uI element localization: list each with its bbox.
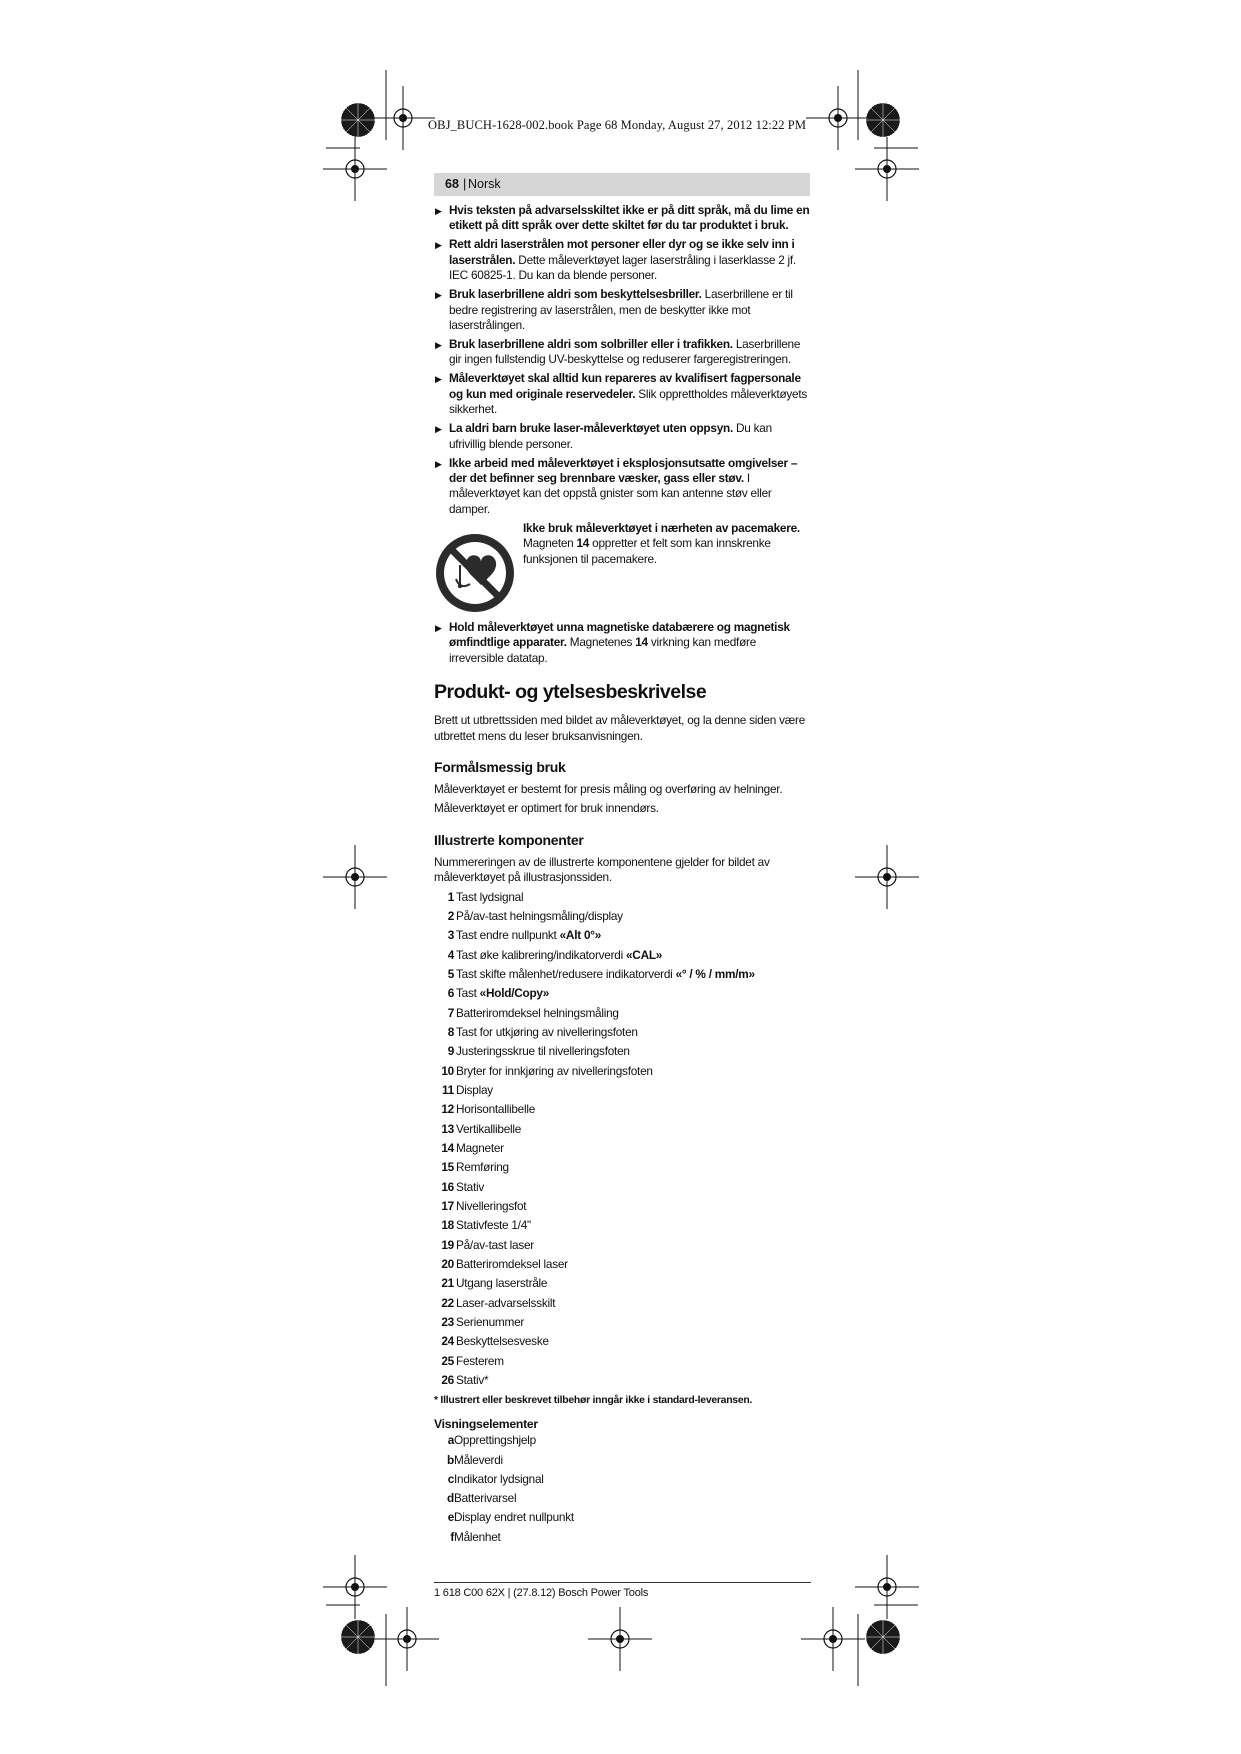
- component-item: [434, 1334, 811, 1353]
- component-label: [456, 1238, 534, 1253]
- component-item: [434, 1141, 811, 1160]
- component-item: [434, 1006, 811, 1025]
- component-label: [456, 1276, 547, 1291]
- warning-item: [434, 421, 811, 452]
- component-number: 17: [441, 1199, 454, 1214]
- warning-bold: Måleverktøyet skal alltid kun repareres av kvalifisert fagpersonale og kun med originale reservedeler.: [449, 371, 801, 401]
- component-number: 16: [441, 1179, 454, 1194]
- component-label-key: «Alt 0°»: [559, 928, 602, 943]
- warning-bold: Bruk laserbrillene aldri som solbriller eller i trafikken.: [449, 337, 733, 352]
- magnet-text: virkning kan medføre irreversible datatap.: [449, 635, 757, 665]
- component-label-text: På/av-tast laser: [456, 1237, 534, 1252]
- component-label-key: «Hold/Copy»: [479, 986, 550, 1001]
- component-label: [456, 1064, 653, 1079]
- component-label-text: Tast: [456, 986, 480, 1001]
- display-elements-list: [434, 1433, 811, 1549]
- component-number: 12: [441, 1102, 454, 1117]
- intended-use-title: Formålsmessig bruk: [434, 758, 566, 775]
- component-label-text: Stativfeste 1/4": [456, 1218, 531, 1233]
- pacemaker-bold: Ikke bruk måleverktøyet i nærheten av pacemakere.: [523, 520, 800, 535]
- bullet-triangle-icon: ▶: [435, 424, 442, 435]
- component-label: [456, 1315, 524, 1330]
- warning-item: [434, 203, 811, 234]
- component-label: [456, 928, 601, 943]
- component-item: [434, 1296, 811, 1315]
- component-item: [434, 909, 811, 928]
- footer: 1 618 C00 62X | (27.8.12) Bosch Power Tools: [434, 1587, 649, 1599]
- component-label: [456, 890, 523, 905]
- component-label: [456, 1122, 521, 1137]
- component-number: 20: [441, 1257, 454, 1272]
- bullet-triangle-icon: ▶: [435, 206, 442, 216]
- component-label-text: Horisontallibelle: [456, 1102, 536, 1117]
- component-item: [434, 1257, 811, 1276]
- display-element-letter: a: [447, 1433, 454, 1448]
- component-number: 19: [441, 1237, 454, 1252]
- component-label: [456, 1373, 488, 1388]
- display-elements-title: Visningselementer: [434, 1416, 538, 1431]
- component-label: [456, 1296, 555, 1311]
- warning-bold: Bruk laserbrillene aldri som beskyttelsesbriller.: [449, 287, 702, 302]
- component-item: [434, 1276, 811, 1295]
- components-intro: Nummereringen av de illustrerte komponentene gjelder for bildet av måleverktøyet på illustrasjonssiden.: [434, 854, 770, 885]
- component-label-text: Stativ*: [456, 1373, 489, 1388]
- bullet-triangle-icon: ▶: [435, 240, 442, 251]
- display-element-item: [434, 1491, 811, 1510]
- component-number: 5: [447, 966, 454, 981]
- pacemaker-prohibited-icon: [434, 532, 516, 614]
- component-label: [456, 967, 755, 982]
- warning-item: [434, 237, 811, 283]
- section-intro: Brett ut utbrettssiden med bildet av måleverktøyet, og la denne siden være utbrettet mens du leser bruksanvisningen.: [434, 713, 805, 743]
- component-label: [456, 1006, 619, 1021]
- page-header: [434, 173, 810, 196]
- bullet-triangle-icon: ▶: [435, 458, 442, 469]
- component-number: 7: [447, 1005, 454, 1020]
- display-element-letter: d: [447, 1491, 454, 1506]
- component-label: [456, 1102, 535, 1117]
- component-label: [456, 1334, 549, 1349]
- component-item: [434, 1199, 811, 1218]
- component-number: 14: [441, 1141, 454, 1155]
- component-label: [456, 1199, 526, 1214]
- component-label-key: «CAL»: [626, 947, 663, 962]
- component-item: [434, 1238, 811, 1257]
- component-label: [456, 909, 623, 924]
- display-element-item: [434, 1530, 811, 1549]
- component-label: [456, 1180, 484, 1195]
- warning-text: Slik opprettholdes måleverktøyets sikkerhet.: [449, 386, 808, 417]
- component-label: [456, 1044, 630, 1059]
- bullet-triangle-icon: ▶: [435, 290, 442, 301]
- component-number: 9: [447, 1044, 454, 1059]
- intended-use-p2: Måleverktøyet er optimert for bruk innendørs.: [434, 801, 659, 816]
- component-item: [434, 1122, 811, 1141]
- component-number: 8: [447, 1024, 454, 1039]
- warning-item: [434, 287, 811, 333]
- magnet-number: 14: [635, 635, 648, 650]
- display-element-label: Indikator lydsignal: [454, 1471, 544, 1486]
- pacemaker-text: Magneten: [523, 536, 577, 551]
- component-label: [456, 1025, 638, 1040]
- component-number: 11: [442, 1082, 454, 1097]
- components-footnote: * Illustrert eller beskrevet tilbehør inngår ikke i standard-leveransen.: [434, 1395, 753, 1407]
- component-label-text: Magneter: [456, 1141, 504, 1155]
- component-label-text: Nivelleringsfot: [456, 1199, 527, 1214]
- warning-bold: Ikke arbeid med måleverktøyet i eksplosjonsutsatte omgivelser – der det befinner seg brennbare væsker, gass eller støv.: [449, 455, 798, 486]
- component-label: [456, 1160, 509, 1175]
- component-item: [434, 1218, 811, 1237]
- display-element-letter: e: [447, 1510, 454, 1525]
- bullet-triangle-icon: ▶: [435, 622, 442, 633]
- display-element-item: [434, 1433, 811, 1452]
- component-label-text: Serienummer: [456, 1315, 525, 1330]
- warning-bold: La aldri barn bruke laser-måleverktøyet uten oppsyn.: [449, 421, 733, 436]
- component-label-text: Utgang laserstråle: [456, 1276, 548, 1291]
- component-label-text: Remføring: [456, 1160, 509, 1175]
- display-element-item: [434, 1472, 811, 1491]
- component-label-text: Stativ: [456, 1179, 485, 1194]
- warning-text: Laserbrillene er til bedre registrering av laserstrålen, men de beskytter ikke mot laserstrålingen.: [449, 287, 793, 333]
- component-label: [456, 1083, 493, 1098]
- component-label-text: Batteriromdeksel helningsmåling: [456, 1005, 619, 1020]
- component-item: [434, 1354, 811, 1373]
- component-label-text: Tast endre nullpunkt: [456, 928, 560, 943]
- component-item: [434, 1025, 811, 1044]
- component-item: [434, 1044, 811, 1063]
- display-element-item: [434, 1510, 811, 1529]
- component-number: 18: [441, 1218, 454, 1233]
- display-element-item: [434, 1453, 811, 1472]
- component-label-text: Tast øke kalibrering/indikatorverdi: [456, 947, 626, 962]
- magnet-warning: [434, 620, 811, 666]
- component-item: [434, 967, 811, 986]
- component-item: [434, 1064, 811, 1083]
- intended-use-p1: Måleverktøyet er bestemt for presis måling og overføring av helninger.: [434, 781, 783, 796]
- component-label-text: Vertikallibelle: [456, 1121, 522, 1136]
- component-item: [434, 948, 811, 967]
- component-label: [456, 986, 549, 1001]
- component-label-text: Bryter for innkjøring av nivelleringsfoten: [456, 1063, 653, 1078]
- component-number: 10: [441, 1063, 454, 1078]
- component-number: 1: [447, 889, 454, 904]
- warning-bold: Rett aldri laserstrålen mot personer eller dyr og se ikke selv inn i laserstrålen.: [449, 237, 795, 267]
- components-list: [434, 890, 811, 1393]
- header-language: Norsk: [468, 177, 501, 191]
- component-label-text: Laser-advarselsskilt: [456, 1295, 556, 1310]
- component-item: [434, 890, 811, 909]
- warning-item: [434, 456, 811, 518]
- footer-rule: [434, 1582, 811, 1583]
- component-number: 2: [447, 908, 454, 923]
- component-label-text: Festerem: [456, 1353, 504, 1368]
- component-item: [434, 928, 811, 947]
- display-element-letter: b: [447, 1452, 454, 1467]
- display-element-label: Batterivarsel: [454, 1491, 517, 1506]
- components-title: Illustrerte komponenter: [434, 831, 584, 848]
- component-number: 21: [441, 1276, 454, 1291]
- component-label-text: Batteriromdeksel laser: [456, 1257, 568, 1272]
- component-item: [434, 1180, 811, 1199]
- component-item: [434, 1083, 811, 1102]
- component-label-text: På/av-tast helningsmåling/display: [456, 908, 623, 923]
- display-element-letter: c: [447, 1471, 454, 1486]
- component-label: [456, 948, 662, 963]
- component-label: [456, 1141, 504, 1156]
- component-number: 25: [441, 1353, 454, 1368]
- display-element-label: Opprettingshjelp: [454, 1433, 536, 1448]
- bullet-triangle-icon: ▶: [435, 340, 442, 351]
- warning-text: Dette måleverktøyet lager laserstråling i laserklasse 2 jf. IEC 60825-1. Du kan da blende personer.: [449, 252, 796, 283]
- warning-item: [434, 371, 811, 417]
- bullet-triangle-icon: ▶: [435, 374, 442, 385]
- component-label: [456, 1257, 568, 1272]
- component-number: 23: [441, 1315, 454, 1330]
- component-label: [456, 1218, 531, 1233]
- warning-text: Du kan ufrivillig blende personer.: [449, 421, 772, 451]
- warning-item: [434, 337, 811, 368]
- component-number: 13: [441, 1121, 454, 1136]
- display-element-label: Måleverdi: [454, 1452, 503, 1467]
- page-content: [434, 203, 811, 1549]
- component-item: [434, 986, 811, 1005]
- pacemaker-warning: [434, 521, 811, 612]
- magnet-bold: Hold måleverktøyet unna magnetiske databærere og magnetisk ømfindtlige apparater.: [449, 619, 790, 650]
- component-label-text: Tast lydsignal: [456, 889, 524, 904]
- component-item: [434, 1373, 811, 1392]
- component-item: [434, 1160, 811, 1179]
- component-item: [434, 1102, 811, 1121]
- display-element-letter: f: [450, 1529, 454, 1544]
- component-label: [456, 1354, 504, 1369]
- section-title: Produkt- og ytelsesbeskrivelse: [434, 681, 707, 704]
- component-item: [434, 1315, 811, 1334]
- component-label-text: Justeringsskrue til nivelleringsfoten: [456, 1044, 630, 1059]
- component-number: 6: [447, 986, 454, 1001]
- warning-bold: Hvis teksten på advarselsskiltet ikke er på ditt språk, må du lime en etikett på ditt språk over dette skiltet før du tar produktet i bruk.: [449, 203, 810, 233]
- pacemaker-text: oppretter et felt som kan innskrenke funksjonen til pacemakere.: [523, 536, 771, 566]
- book-info: OBJ_BUCH-1628-002.book Page 68 Monday, August 27, 2012 12:22 PM: [428, 118, 807, 132]
- warning-text: I måleverktøyet kan det oppstå gnister som kan antenne støv eller damper.: [449, 471, 772, 516]
- pacemaker-number: 14: [576, 536, 590, 551]
- component-label-key: «° / % / mm/m»: [675, 966, 755, 981]
- component-number: 24: [441, 1334, 454, 1349]
- component-number: 26: [441, 1373, 454, 1388]
- component-label-text: Tast skifte målenhet/redusere indikatorverdi: [456, 966, 676, 981]
- header-separator: |: [463, 177, 467, 191]
- component-number: 15: [441, 1160, 454, 1175]
- component-number: 4: [447, 947, 454, 962]
- display-element-label: Display endret nullpunkt: [454, 1510, 574, 1525]
- component-label-text: Display: [456, 1082, 493, 1097]
- warning-text: Laserbrillene gir ingen fullstendig UV-beskyttelse og reduserer fargeregistreringen.: [449, 337, 801, 367]
- display-element-label: Målenhet: [454, 1529, 501, 1544]
- component-number: 22: [441, 1295, 454, 1310]
- page-number: 68: [445, 177, 459, 191]
- component-label-text: Tast for utkjøring av nivelleringsfoten: [456, 1024, 638, 1039]
- component-number: 3: [447, 928, 454, 943]
- magnet-text: Magnetenes: [566, 635, 636, 650]
- component-label-text: Beskyttelsesveske: [456, 1334, 549, 1349]
